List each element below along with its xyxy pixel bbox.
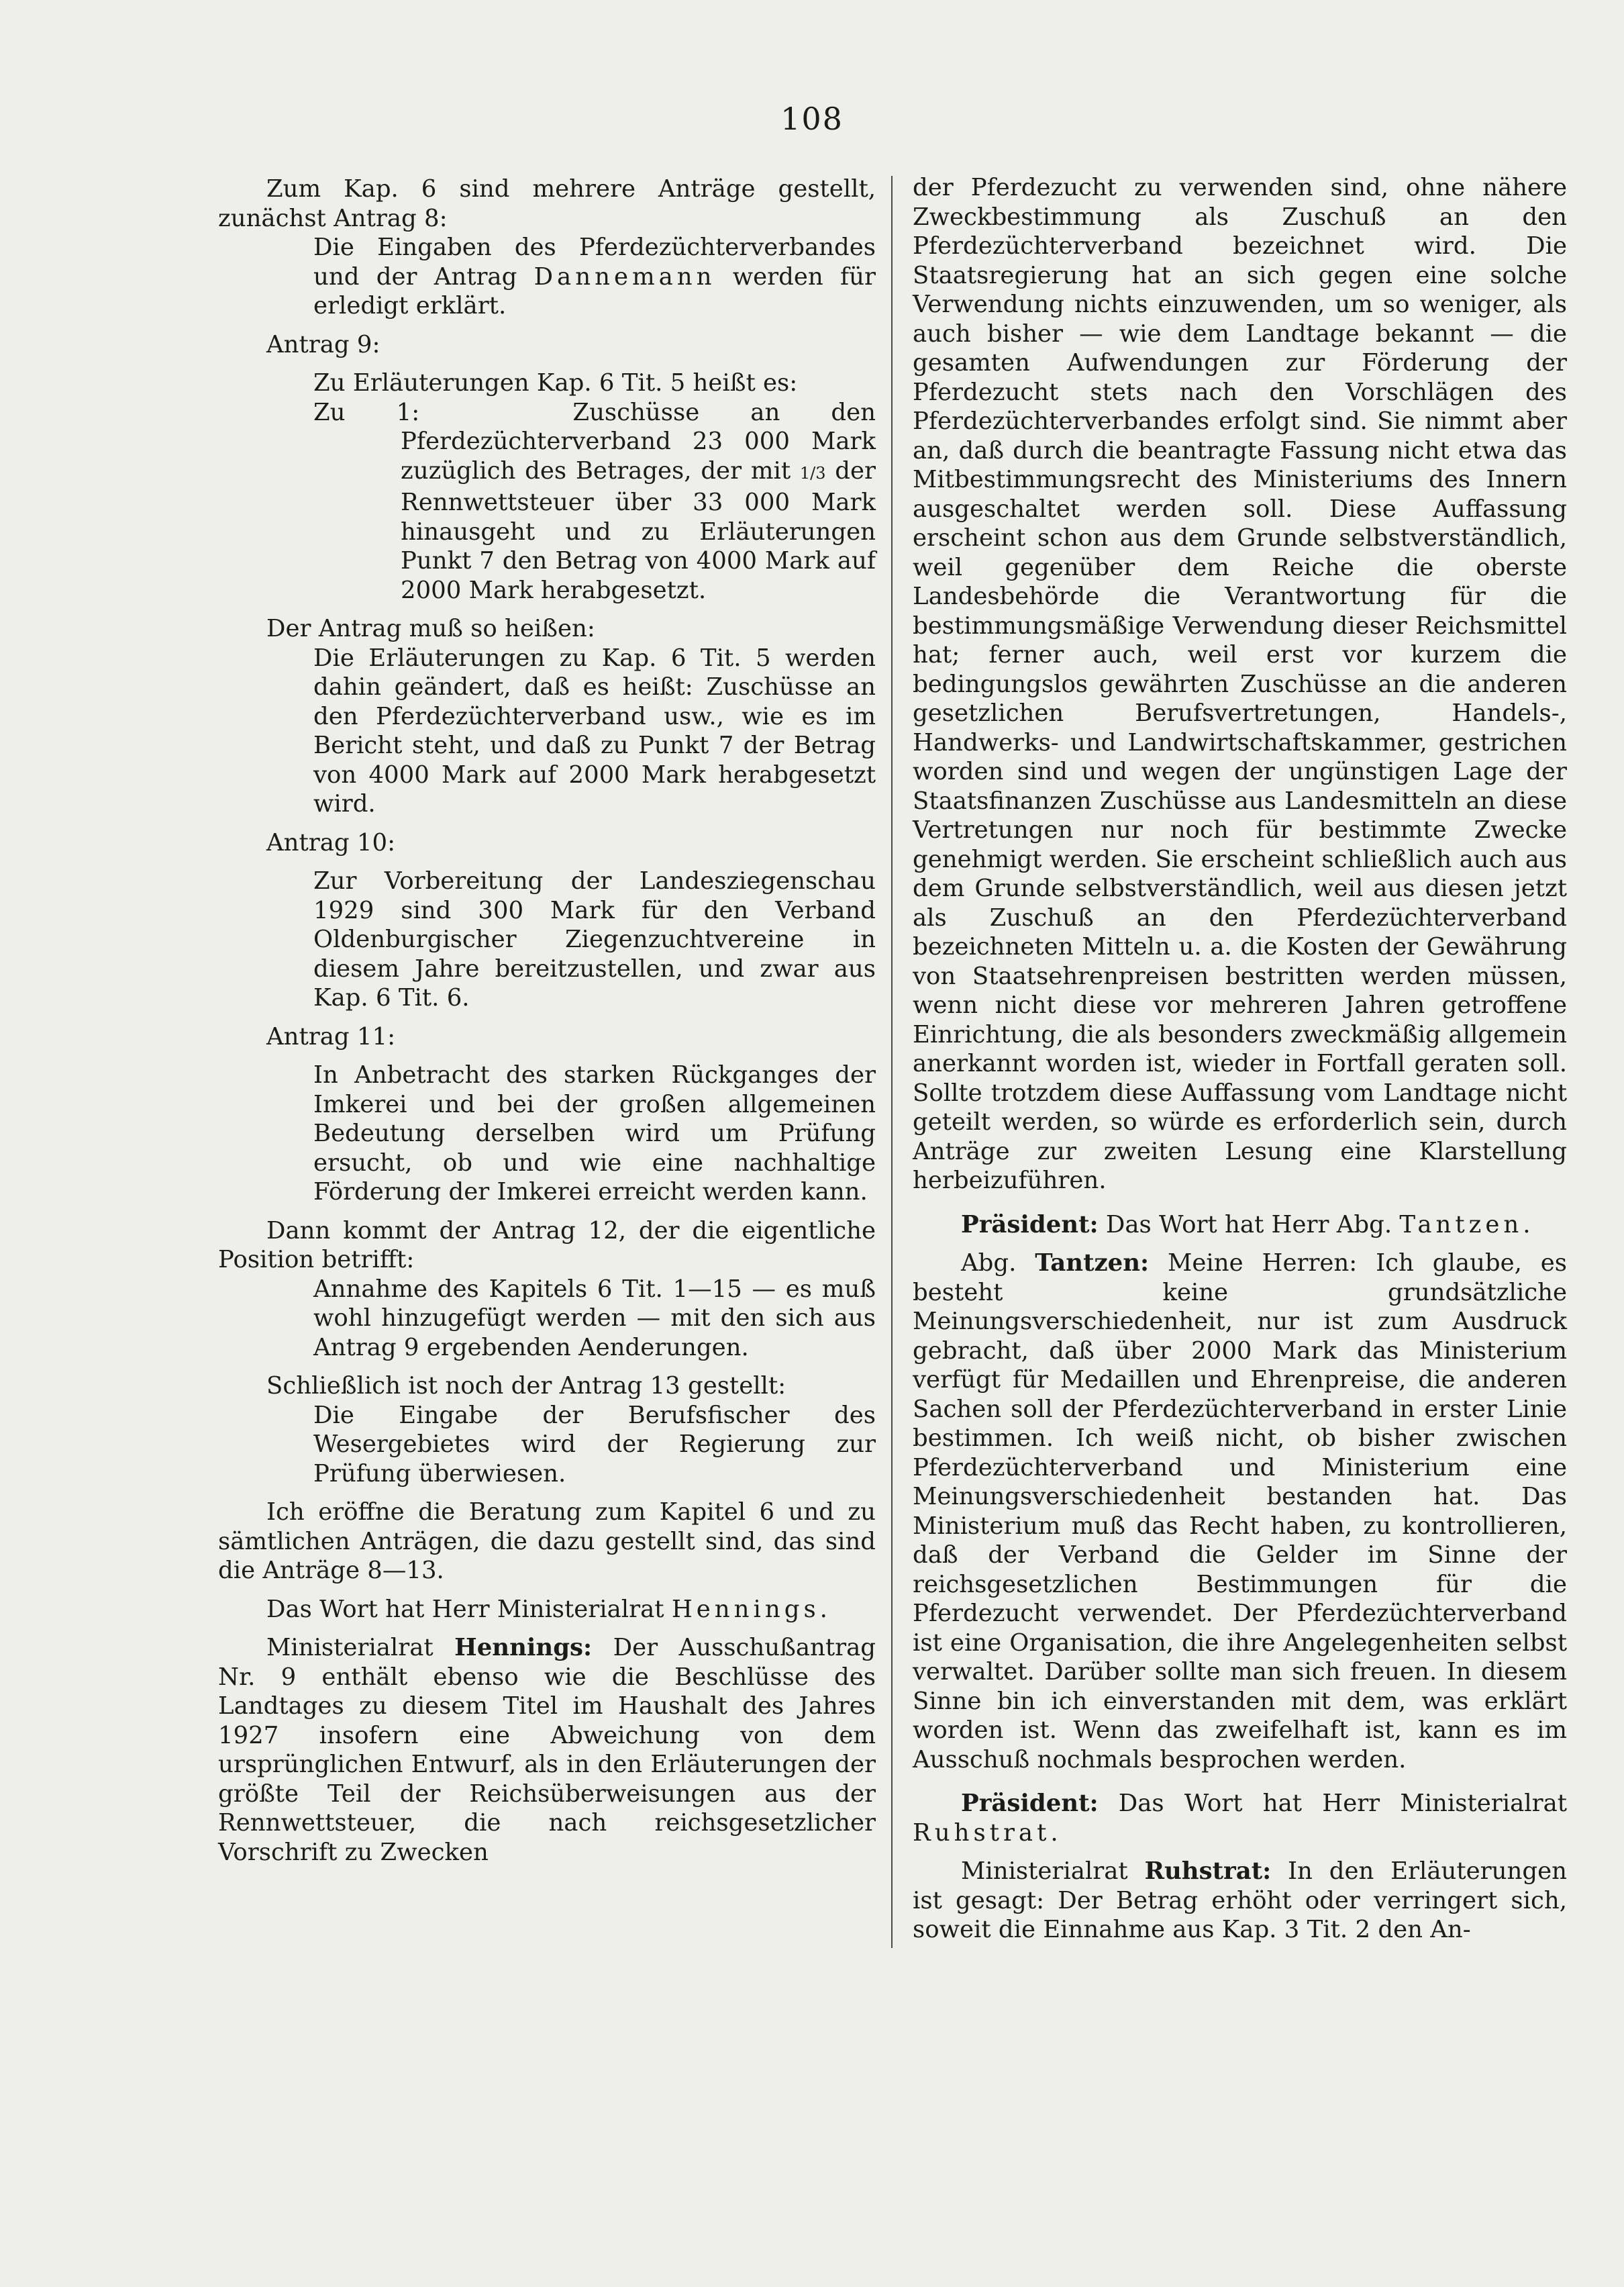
paragraph: Schließlich ist noch der Antrag 13 gestellt: (266, 1372, 786, 1400)
motion-text: Annahme des Kapitels 6 Tit. 1—15 — es muß wohl hinzugefügt werden — mit den sich aus Antrag 9 ergebenden Aenderungen. (313, 1275, 876, 1361)
speech (218, 1633, 876, 1867)
paragraph: Dann kommt der Antrag 12, der die eigentliche Position betrifft: (218, 1216, 876, 1273)
motion-heading: Antrag 9: (266, 330, 380, 358)
speaker-name: Ruhstrat: (1144, 1857, 1272, 1885)
speech (913, 1249, 1567, 1774)
text-span: Ministerialrat (266, 1634, 455, 1661)
motion-text: Zur Vorbereitung der Landesziegenschau 1929 sind 300 Mark für den Verband Oldenburgischer Ziegenzuchtvereine in diesem Jahre bereitzustellen, und zwar aus Kap. 6 Tit. 6. (313, 867, 876, 1012)
text-span: Der Ausschußantrag Nr. 9 enthält ebenso wie die Beschlüsse des Landtages zu diesem Titel im Haushalt des Jahres 1927 insofern eine Abweichung von dem ursprünglichen Entwurf, als in den Erläuterungen der größte Teil der Reichsüberweisungen aus der Rennwettsteuer, die nach reichsgesetzlicher Vorschrift zu Zwecken (218, 1634, 876, 1866)
text-span: Die Eingaben des Pferdezüchterverbandes und der Antrag (313, 234, 876, 291)
text-span: Das Wort hat Herr Abg. (1098, 1210, 1400, 1238)
column-divider (891, 176, 893, 1948)
motion-heading: Antrag 10: (266, 828, 396, 857)
spaced-name: Tantzen. (1399, 1210, 1535, 1238)
speech (913, 1210, 1567, 1240)
motion-text: Die Erläuterungen zu Kap. 6 Tit. 5 werden dahin geändert, daß es heißt: Zuschüsse an den Pferdezüchterverband usw., wie es im Bericht steht, und daß zu Punkt 7 der Betrag von 4000 Mark auf 2000 Mark herabgesetzt wird. (313, 644, 876, 818)
text-span: Abg. (961, 1249, 1035, 1277)
motion-text: Zu Erläuterungen Kap. 6 Tit. 5 heißt es: (313, 369, 798, 397)
motion-text (218, 233, 876, 321)
motion-text: In Anbetracht des starken Rückganges der Imkerei und bei der großen allgemeinen Bedeutung derselben wird um Prüfung ersucht, ob und wie eine nachhaltige Förderung der Imkerei erreicht werden kann. (313, 1061, 876, 1206)
paragraph: Ich eröffne die Beratung zum Kapitel 6 und zu sämtlichen Anträgen, die dazu gestellt sind, das sind die Anträge 8—13. (218, 1498, 876, 1584)
speaker-name: Tantzen: (1035, 1249, 1150, 1277)
spaced-name: Ruhstrat. (913, 1818, 1062, 1847)
text-span: Zuschüsse an den Pferdezüchterverband 23 000 Mark zuzüglich des Betrages, der mit (401, 398, 876, 485)
paragraph: Zum Kap. 6 sind mehrere Anträge gestellt, zunächst Antrag 8: (218, 175, 876, 232)
motion-heading: Antrag 11: (266, 1022, 396, 1051)
motion-subitem (218, 398, 876, 605)
text-span: Das Wort hat Herr Ministerialrat (1098, 1790, 1567, 1817)
text-span: Meine Herren: Ich glaube, es besteht keine grundsätzliche Meinungsverschiedenheit, nur ist zum Ausdruck gebracht, daß über 2000 Mark das Ministerium verfügt für Medaillen und Ehrenpreise, die anderen Sachen soll der Pferdezüchterverband in erster Linie bestimmen. Ich weiß nicht, ob bisher zwischen Pferdezüchterverband und Ministerium eine Meinungsverschiedenheit bestanden hat. Das Ministerium muß das Recht haben, zu kontrollieren, daß der Verband die Gelder im Sinne der reichsgesetzlichen Bestimmungen für die Pferdezucht verwendet. Der Pferdezüchterverband ist eine Organisation, die ihre Angelegenheiten selbst verwaltet. Darüber sollte man sich freuen. In diesem Sinne bin ich einverstanden mit dem, was erklärt worden ist. Wenn das zweifelhaft ist, kann es im Ausschuß nochmals besprochen werden. (913, 1249, 1568, 1773)
right-column (913, 173, 1567, 1945)
left-column (218, 175, 876, 1867)
motion-text: Die Eingabe der Berufsfischer des Wesergebietes wird der Regierung zur Prüfung überwiesen. (313, 1401, 876, 1488)
spaced-name: Hennings. (671, 1595, 831, 1623)
speech (913, 1857, 1567, 1945)
text-span: Das Wort hat Herr Ministerialrat (266, 1595, 672, 1623)
paragraph: Der Antrag muß so heißen: (266, 615, 595, 642)
paragraph: der Pferdezucht zu verwenden sind, ohne nähere Zweckbestimmung als Zuschuß an den Pferdezüchterverband bezeichnet wird. Die Staatsregierung hat an sich gegen eine solche Verwendung nichts einzuwenden, um so weniger, als auch bisher — wie dem Landtage bekannt — die gesamten Aufwendungen zur Förderung der Pferdezucht stets nach den Vorschlägen des Pferdezüchterverbandes erfolgt sind. Sie nimmt aber an, daß durch die beantragte Fassung nicht etwa das Mitbestimmungsrecht des Ministeriums des Innern ausgeschaltet werden soll. Diese Auffassung erscheint schon aus dem Grunde selbstverständlich, weil gegenüber dem Reiche die oberste Landesbehörde die Verantwortung für die bestimmungsmäßige Verwendung dieser Reichsmittel hat; ferner auch, weil erst vor kurzem die bedingungslos gewährten Zuschüsse an die anderen gesetzlichen Berufsvertretungen, Handels-, Handwerks- und Landwirtschaftskammer, gestrichen worden sind und wegen der ungünstigen Lage der Staatsfinanzen Zuschüsse aus Landesmitteln an diese Vertretungen nur noch für bestimmte Zwecke genehmigt werden. Sie erscheint schließlich auch aus dem Grunde selbstverständlich, weil aus diesen jetzt als Zuschuß an den Pferdezüchterverband bezeichneten Mitteln u. a. die Kosten der Gewährung von Staatsehrenpreisen bestritten werden müssen, wenn nicht diese vor mehreren Jahren getroffene Einrichtung, die als besonders zweckmäßig allgemein anerkannt worden ist, wieder in Fortfall geraten soll. Sollte trotzdem diese Auffassung vom Landtage nicht geteilt werden, so würde es erforderlich sein, durch Anträge zur zweiten Lesung eine Klarstellung herbeizuführen. (913, 174, 1567, 1194)
text-span: In den Erläuterungen ist gesagt: Der Betrag erhöht oder verringert sich, soweit die Einnahme aus Kap. 3 Tit. 2 den An- (913, 1857, 1567, 1943)
text-span: werden für erledigt erklärt. (313, 262, 876, 320)
text-span: Ministerialrat (961, 1857, 1145, 1885)
speech (913, 1789, 1567, 1847)
spaced-name: Dannemann (534, 262, 716, 291)
fraction: 1/3 (799, 463, 826, 483)
item-label: Zu 1: (313, 398, 420, 426)
speaker-name: Präsident: (961, 1210, 1099, 1238)
paragraph (218, 1595, 876, 1624)
text-span: der Rennwettsteuer über 33 000 Mark hinausgeht und zu Erläuterungen Punkt 7 den Betrag von 4000 Mark auf 2000 Mark herabgesetzt. (401, 456, 876, 604)
page-number: 108 (780, 101, 844, 137)
speaker-name: Hennings: (454, 1634, 593, 1661)
speaker-name: Präsident: (961, 1790, 1099, 1817)
